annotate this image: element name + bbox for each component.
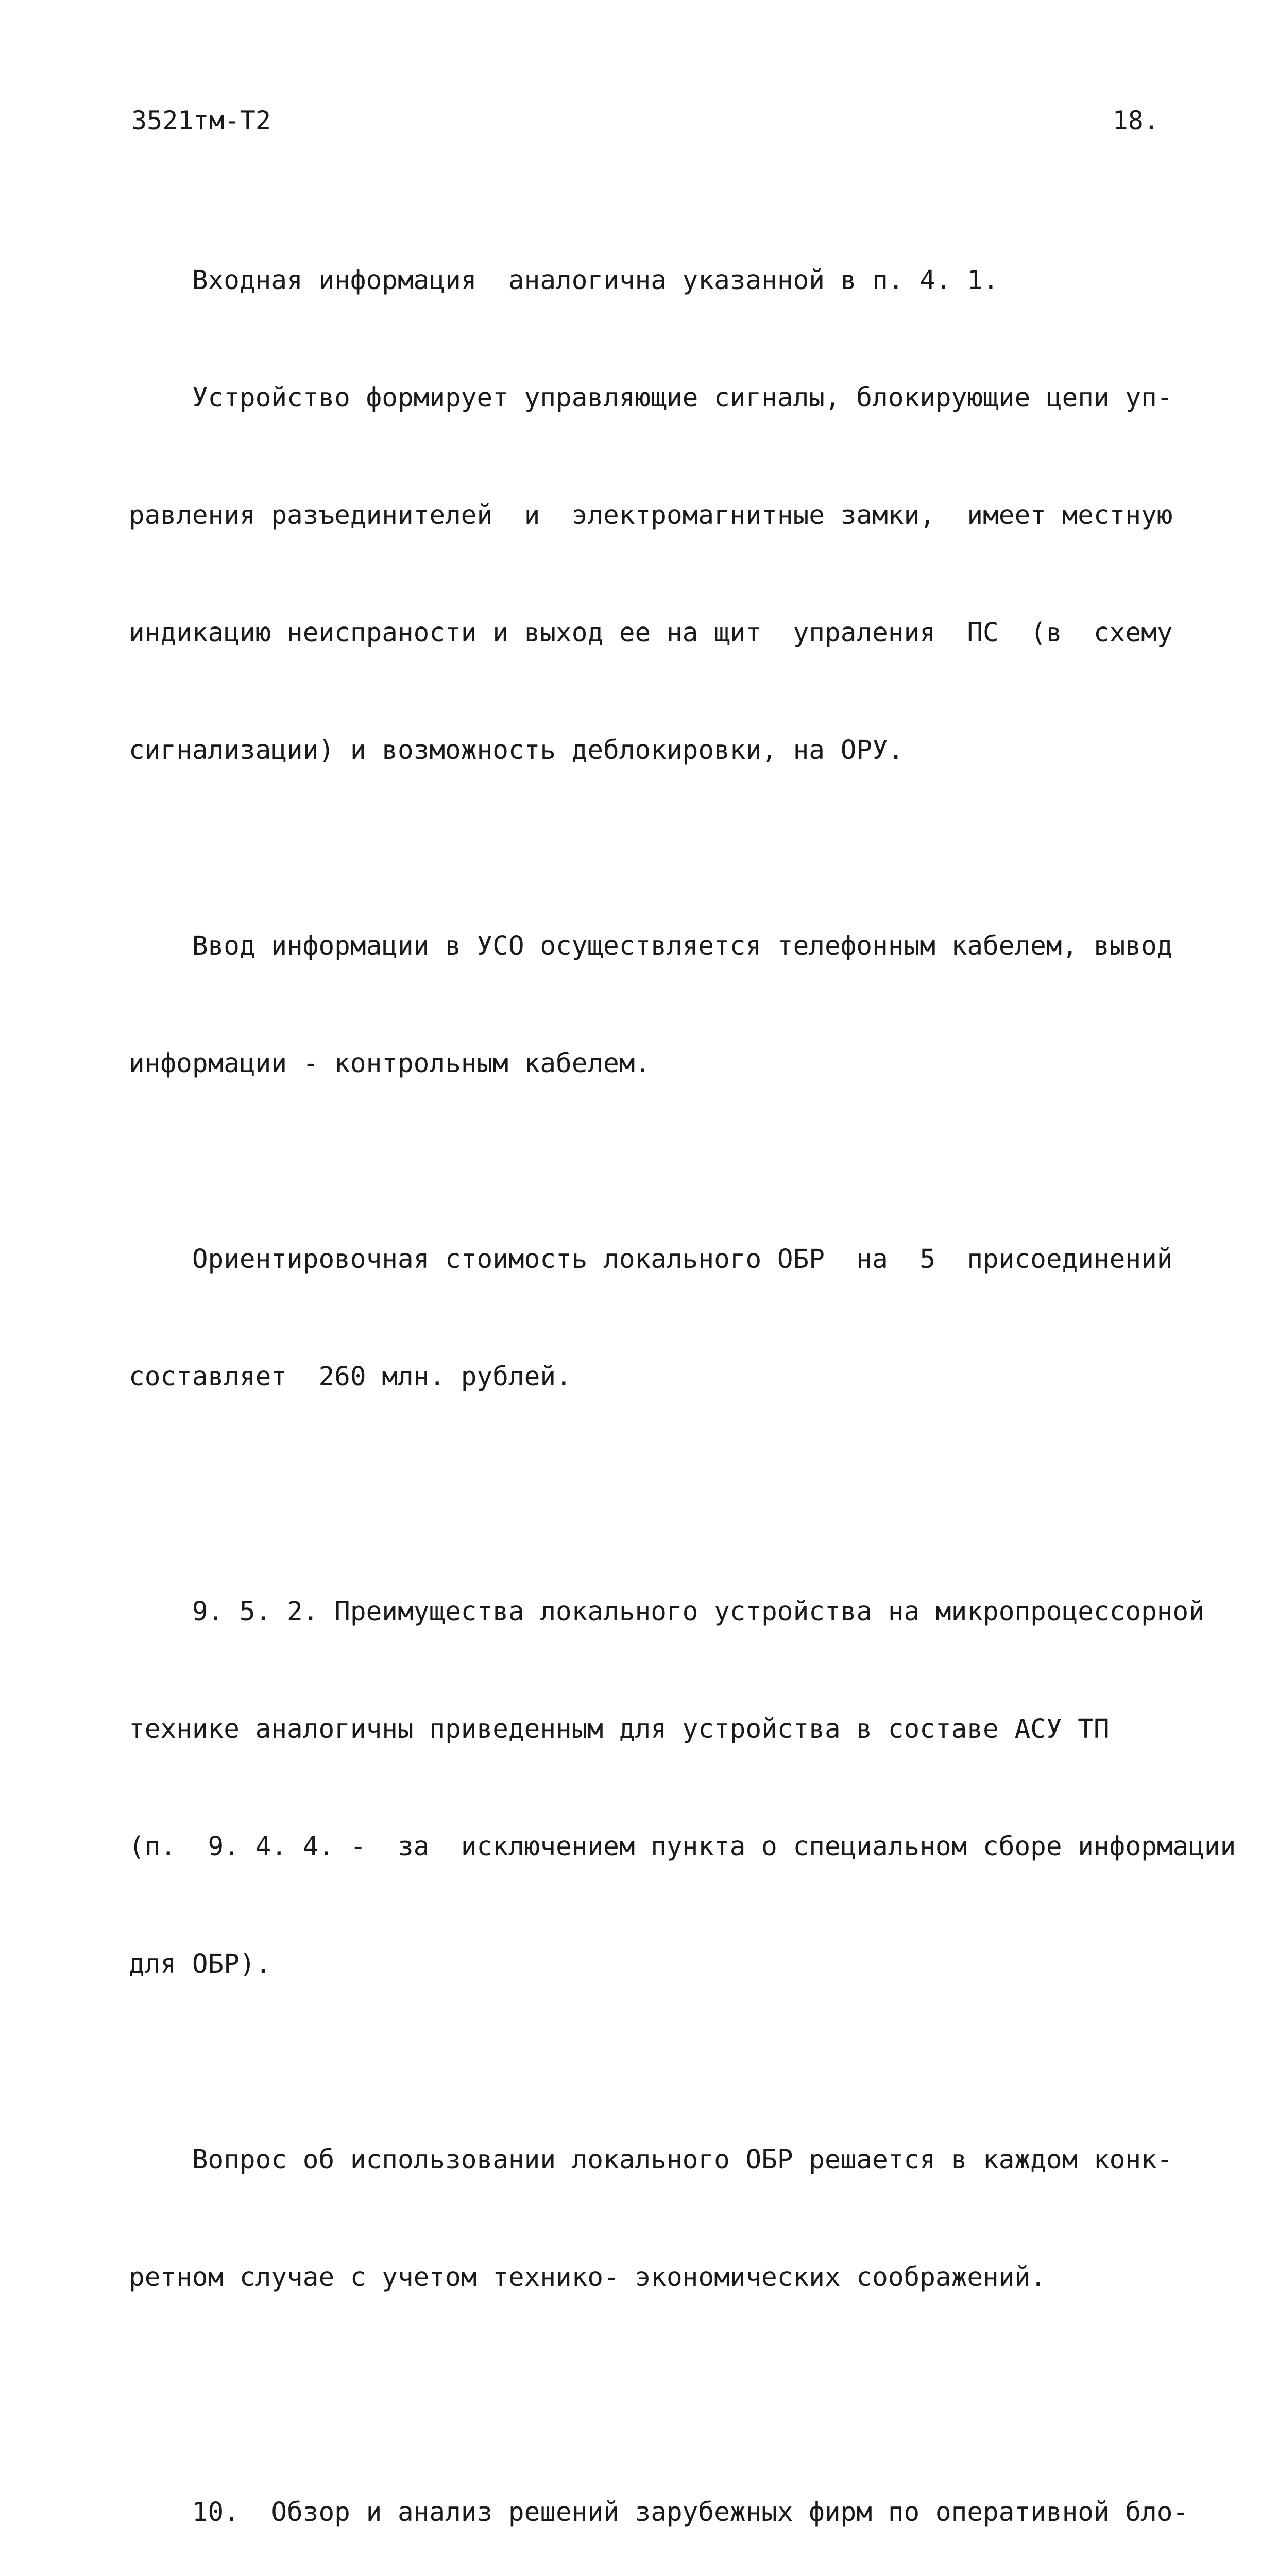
- section-9-5-2: [129, 1514, 1236, 2062]
- document-body: [129, 183, 1236, 2576]
- text-line: (п. 9. 4. 4. - за исключением пункта о специальном сборе информации: [129, 1832, 1236, 1862]
- text-line: ретном случае с учетом технико- экономических соображений.: [129, 2262, 1046, 2293]
- text-line: равления разъединителей и электромагнитные замки, имеет местную: [129, 500, 1173, 531]
- page-number: 18.: [1112, 106, 1159, 135]
- paragraph-cost: [129, 1162, 1173, 1475]
- text-line: Ориентировочная стоимость локального ОБР на 5 присоединений: [129, 1244, 1173, 1275]
- paragraph-device-description: [129, 183, 1173, 849]
- document-code: 3521тм-Т2: [131, 106, 271, 135]
- text-line: составляет 260 млн. рублей.: [129, 1362, 572, 1392]
- text-line: Входная информация аналогична указанной в п. 4. 1.: [129, 265, 999, 296]
- paragraph-question: [129, 2062, 1173, 2376]
- text-line: для ОБР).: [129, 1949, 271, 1979]
- paragraph-info-input: [129, 849, 1173, 1162]
- text-line: 10. Обзор и анализ решений зарубежных фирм по оперативной бло-: [129, 2497, 1189, 2528]
- text-line: Ввод информации в УСО осуществляется телефонным кабелем, вывод: [129, 931, 1173, 961]
- text-line: Вопрос об использовании локального ОБР решается в каждом конк-: [129, 2145, 1173, 2175]
- text-line: 9. 5. 2. Преимущества локального устройства на микропроцессорной: [129, 1597, 1204, 1627]
- section-10-heading: [129, 2415, 1189, 2576]
- text-line: технике аналогичны приведенным для устройства в составе АСУ ТП: [129, 1714, 1110, 1744]
- text-line: индикацию неиспраности и выход ее на щит упраления ПС (в схему: [129, 618, 1173, 648]
- text-line: информации - контрольным кабелем.: [129, 1048, 651, 1079]
- text-line: сигнализации) и возможность деблокировки, на ОРУ.: [129, 735, 904, 766]
- page-header: [131, 106, 1159, 147]
- text-line: Устройство формирует управляющие сигналы, блокирующие цепи уп-: [129, 383, 1173, 413]
